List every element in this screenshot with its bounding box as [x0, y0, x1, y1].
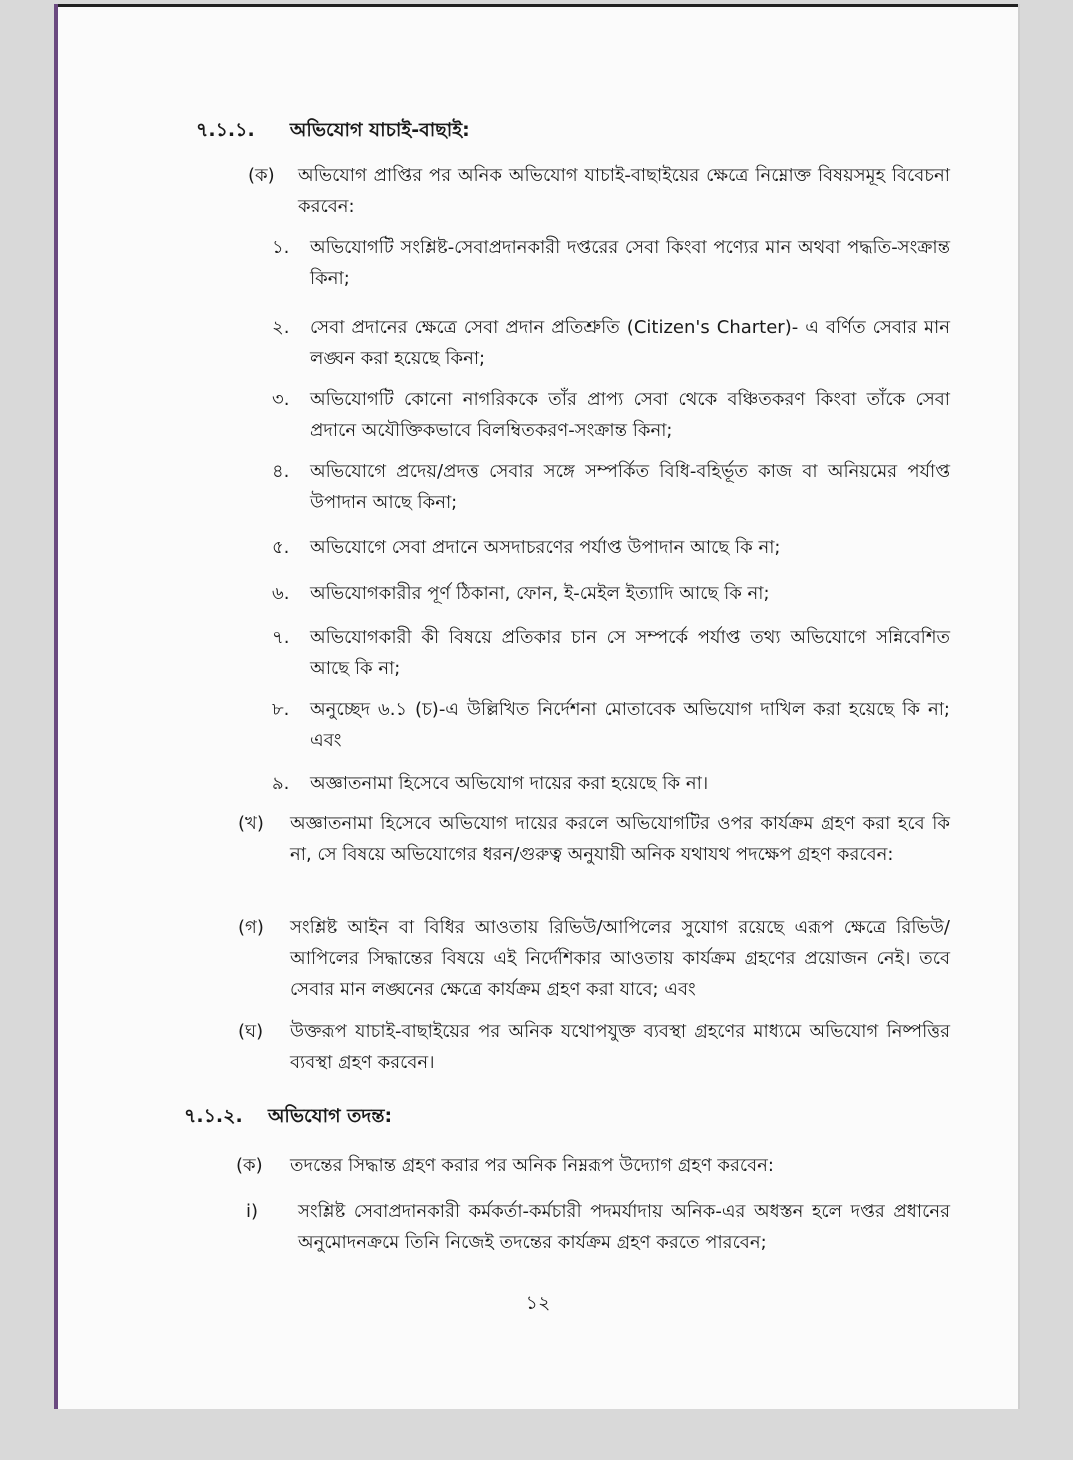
item-marker: (ঘ)	[238, 1021, 264, 1042]
item-marker: (খ)	[238, 813, 264, 834]
item-text: অজ্ঞাতনামা হিসেবে অভিযোগ দায়ের করলে অভিযোগটির ওপর কার্যক্রম গ্রহণ করা হবে কি না, সে বিষয়ে অভিযোগের ধরন/গুরুত্ব অনুযায়ী অনিক যথাযথ পদক্ষেপ গ্রহণ করবেন:	[290, 813, 950, 865]
section-title: অভিযোগ যাচাই-বাছাই:	[289, 119, 470, 141]
item-marker: (গ)	[238, 917, 264, 938]
list-item	[58, 1016, 1018, 1080]
item-text: অভিযোগটি সংশ্লিষ্ট-সেবাপ্রদানকারী দপ্তরের সেবা কিংবা পণ্যের মান অথবা পদ্ধতি-সংক্রান্ত কিনা;	[310, 237, 950, 289]
item-text: অভিযোগে সেবা প্রদানে অসদাচরণের পর্যাপ্ত উপাদান আছে কি না;	[310, 537, 781, 558]
list-item	[58, 912, 1018, 1008]
page-top-edge	[58, 4, 1018, 7]
item-marker: i)	[246, 1201, 259, 1222]
item-marker: ৯.	[272, 773, 290, 794]
item-marker: ৬.	[272, 583, 290, 604]
list-item	[58, 1196, 1018, 1260]
list-item	[58, 232, 1018, 296]
item-text: অভিযোগকারী কী বিষয়ে প্রতিকার চান সে সম্পর্কে পর্যাপ্ত তথ্য অভিযোগে সন্নিবেশিত আছে কি না;	[310, 627, 950, 679]
item-text: অভিযোগ প্রাপ্তির পর অনিক অভিযোগ যাচাই-বাছাইয়ের ক্ষেত্রে নিম্নোক্ত বিষয়সমূহ বিবেচনা করবেন:	[298, 165, 950, 217]
section-number: ৭.১.১.	[196, 119, 255, 141]
list-item	[58, 578, 1018, 610]
list-item	[58, 808, 1018, 904]
item-text: তদন্তের সিদ্ধান্ত গ্রহণ করার পর অনিক নিম্নরূপ উদ্যোগ গ্রহণ করবেন:	[290, 1155, 774, 1176]
item-text: সেবা প্রদানের ক্ষেত্রে সেবা প্রদান প্রতিশ্রুতি (Citizen's Charter)- এ বর্ণিত সেবার মান লঙ্ঘন করা হয়েছে কিনা;	[310, 317, 950, 369]
list-item	[58, 160, 1018, 224]
item-marker: ২.	[272, 317, 290, 338]
item-marker: ১.	[272, 237, 290, 258]
item-text: অনুচ্ছেদ ৬.১ (চ)-এ উল্লিখিত নির্দেশনা মোতাবেক অভিযোগ দাখিল করা হয়েছে কি না; এবং	[310, 699, 950, 751]
item-marker: ৫.	[272, 537, 290, 558]
list-item	[58, 622, 1018, 686]
section-heading-7-1-2	[184, 1102, 392, 1134]
list-item	[58, 532, 1018, 564]
list-item	[58, 384, 1018, 448]
page-number: ১২	[525, 1292, 551, 1314]
document-page	[58, 4, 1018, 1409]
item-marker: (ক)	[248, 165, 275, 186]
section-title: অভিযোগ তদন্ত:	[267, 1105, 393, 1127]
item-text: উক্তরূপ যাচাই-বাছাইয়ের পর অনিক যথোপযুক্ত ব্যবস্থা গ্রহণের মাধ্যমে অভিযোগ নিষ্পত্তির ব্যবস্থা গ্রহণ করবেন।	[290, 1021, 950, 1073]
item-text: সংশ্লিষ্ট সেবাপ্রদানকারী কর্মকর্তা-কর্মচারী পদমর্যাদায় অনিক-এর অধস্তন হলে দপ্তর প্রধানের অনুমোদনক্রমে তিনি নিজেই তদন্তের কার্যক্রম গ্রহণ করতে পারবেন;	[298, 1201, 950, 1253]
list-item	[58, 768, 1018, 800]
item-text: অভিযোগটি কোনো নাগরিককে তাঁর প্রাপ্য সেবা থেকে বঞ্চিতকরণ কিংবা তাঁকে সেবা প্রদানে অযৌক্তিকভাবে বিলম্বিতকরণ-সংক্রান্ত কিনা;	[310, 389, 950, 441]
item-marker: ৭.	[272, 627, 290, 648]
list-item	[58, 456, 1018, 520]
section-number: ৭.১.২.	[184, 1105, 243, 1127]
item-marker: ৮.	[272, 699, 290, 720]
section-heading-7-1-1	[196, 116, 470, 148]
list-item	[58, 1150, 1018, 1182]
item-text: অজ্ঞাতনামা হিসেবে অভিযোগ দায়ের করা হয়েছে কি না।	[310, 773, 709, 794]
item-text: অভিযোগকারীর পূর্ণ ঠিকানা, ফোন, ই-মেইল ইত্যাদি আছে কি না;	[310, 583, 770, 604]
item-marker: ৩.	[272, 389, 290, 410]
list-item	[58, 694, 1018, 758]
item-text: সংশ্লিষ্ট আইন বা বিধির আওতায় রিভিউ/আপিলের সুযোগ রয়েছে এরূপ ক্ষেত্রে রিভিউ/আপিলের সিদ্ধান্তের বিষয়ে এই নির্দেশিকার আওতায় কার্যক্রম গ্রহণের প্রয়োজন নেই। তবে সেবার মান লঙ্ঘনের ক্ষেত্রে কার্যক্রম গ্রহণ করা যাবে; এবং	[290, 917, 950, 1000]
list-item	[58, 312, 1018, 376]
item-text: অভিযোগে প্রদেয়/প্রদত্ত সেবার সঙ্গে সম্পর্কিত বিধি-বহির্ভূত কাজ বা অনিয়মের পর্যাপ্ত উপাদান আছে কিনা;	[310, 461, 950, 513]
item-marker: ৪.	[272, 461, 290, 482]
item-marker: (ক)	[236, 1155, 263, 1176]
